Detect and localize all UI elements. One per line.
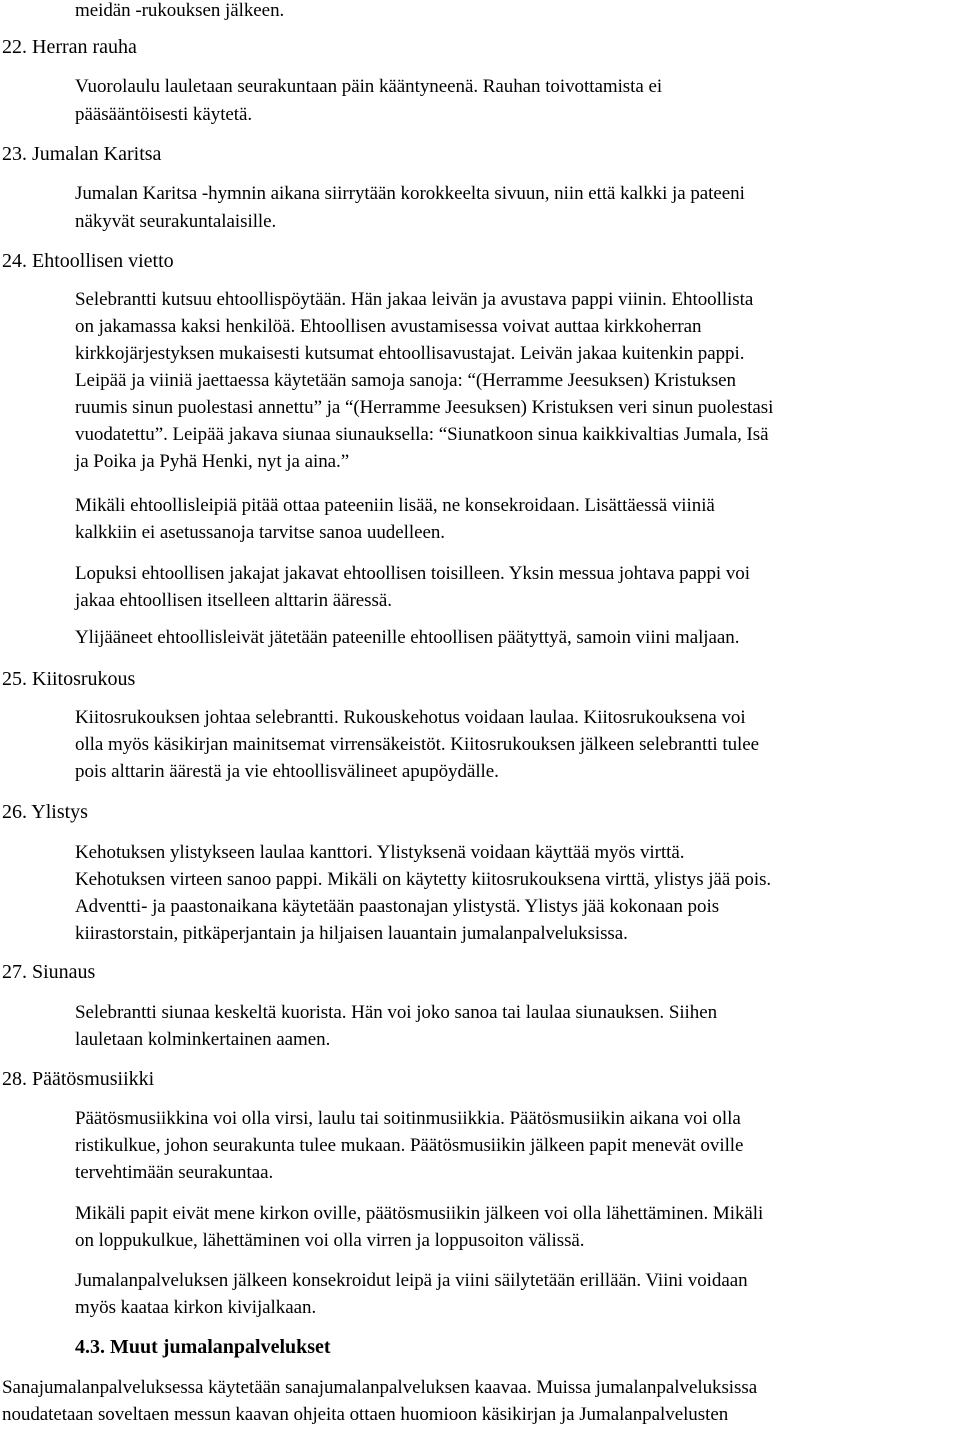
paragraph-line: pois alttarin äärestä ja vie ehtoollisvälineet apupöydälle. [75, 761, 499, 782]
paragraph-line: Kiitosrukouksen johtaa selebrantti. Rukouskehotus voidaan laulaa. Kiitosrukouksena voi [75, 707, 746, 728]
paragraph-line: meidän -rukouksen jälkeen. [75, 0, 285, 21]
paragraph-line: olla myös käsikirjan mainitsemat virrensäkeistöt. Kiitosrukouksen jälkeen selebrantti tulee [75, 734, 760, 755]
paragraph-line: Ylijääneet ehtoollisleivät jätetään pateenille ehtoollisen päätyttyä, samoin viini maljaan. [75, 627, 740, 648]
paragraph-line: on loppukulkue, lähettäminen voi olla virren ja loppusoiton välissä. [75, 1230, 585, 1251]
paragraph-line: Kehotuksen ylistykseen laulaa kanttori. Ylistyksenä voidaan käyttää myös virttä. [75, 842, 685, 863]
paragraph-line: Selebrantti siunaa keskeltä kuorista. Hän voi joko sanoa tai laulaa siunauksen. Siihen [75, 1002, 718, 1023]
paragraph-line: ristikulkue, johon seurakunta tulee mukaan. Päätösmusiikin jälkeen papit menevät oville [75, 1135, 744, 1156]
paragraph-line: noudatetaan soveltaen messun kaavan ohjeita ottaen huomioon käsikirjan ja Jumalanpalvelusten [2, 1404, 729, 1425]
section-heading-24: 24. Ehtoollisen vietto [2, 250, 174, 272]
paragraph-line: tervehtimään seurakuntaa. [75, 1162, 274, 1183]
section-heading-23: 23. Jumalan Karitsa [2, 143, 162, 165]
paragraph-line: Jumalanpalveluksen jälkeen konsekroidut leipä ja viini säilytetään erillään. Viini voidaan [75, 1270, 748, 1291]
section-heading-27: 27. Siunaus [2, 961, 96, 983]
paragraph-line: vuodatettu”. Leipää jakava siunaa siunauksella: “Siunatkoon sinua kaikkivaltias Jumala, Isä [75, 424, 769, 445]
paragraph-line: Päätösmusiikkina voi olla virsi, laulu tai soitinmusiikkia. Päätösmusiikin aikana voi olla [75, 1108, 741, 1129]
paragraph-line: näkyvät seurakuntalaisille. [75, 211, 277, 232]
paragraph-line: ja Poika ja Pyhä Henki, nyt ja aina.” [75, 451, 350, 472]
paragraph-line: myös kaataa kirkon kivijalkaan. [75, 1297, 317, 1318]
paragraph-line: Selebrantti kutsuu ehtoollispöytään. Hän jakaa leivän ja avustava pappi viinin. Ehtoollista [75, 289, 754, 310]
paragraph-line: kalkkiin ei asetussanoja tarvitse sanoa uudelleen. [75, 522, 445, 543]
section-heading-28: 28. Päätösmusiikki [2, 1068, 155, 1090]
paragraph-line: on jakamassa kaksi henkilöä. Ehtoollisen avustamisessa voivat auttaa kirkkoherran [75, 316, 702, 337]
paragraph-line: Leipää ja viiniä jaettaessa käytetään samoja sanoja: “(Herramme Jeesuksen) Kristuksen [75, 370, 737, 391]
paragraph-line: ruumis sinun puolestasi annettu” ja “(Herramme Jeesuksen) Kristuksen veri sinun puolestasi [75, 397, 774, 418]
paragraph-line: Kehotuksen virteen sanoo pappi. Mikäli on käytetty kiitosrukouksena virttä, ylistys jää pois. [75, 869, 772, 890]
paragraph-line: Sanajumalanpalveluksessa käytetään sanajumalanpalveluksen kaavaa. Muissa jumalanpalveluksissa [2, 1377, 758, 1398]
paragraph-line: Lopuksi ehtoollisen jakajat jakavat ehtoollisen toisilleen. Yksin messua johtava pappi voi [75, 563, 750, 584]
section-heading-22: 22. Herran rauha [2, 36, 137, 58]
paragraph-line: kirkkojärjestyksen mukaisesti kutsumat ehtoollisavustajat. Leivän jakaa kuitenkin pappi. [75, 343, 745, 364]
paragraph-line: Adventti- ja paastonaikana käytetään paastonajan ylistystä. Ylistys jää kokonaan pois [75, 896, 720, 917]
paragraph-line: jakaa ehtoollisen itselleen alttarin ääressä. [75, 590, 392, 611]
paragraph-line: lauletaan kolminkertainen aamen. [75, 1029, 331, 1050]
paragraph-line: Mikäli papit eivät mene kirkon oville, päätösmusiikin jälkeen voi olla lähettäminen. Mikäli [75, 1203, 764, 1224]
paragraph-line: Jumalan Karitsa -hymnin aikana siirrytään korokkeelta sivuun, niin että kalkki ja pateeni [75, 183, 745, 204]
paragraph-line: Mikäli ehtoollisleipiä pitää ottaa pateeniin lisää, ne konsekroidaan. Lisättäessä viiniä [75, 495, 715, 516]
section-heading-26: 26. Ylistys [2, 801, 88, 823]
paragraph-line: kiirastorstain, pitkäperjantain ja hiljaisen lauantain jumalanpalveluksissa. [75, 923, 628, 944]
section-heading-25: 25. Kiitosrukous [2, 668, 136, 690]
paragraph-line: Vuorolaulu lauletaan seurakuntaan päin kääntyneenä. Rauhan toivottamista ei [75, 76, 663, 97]
paragraph-line: pääsääntöisesti käytetä. [75, 104, 253, 125]
subsection-heading-4-3: 4.3. Muut jumalanpalvelukset [75, 1336, 331, 1358]
